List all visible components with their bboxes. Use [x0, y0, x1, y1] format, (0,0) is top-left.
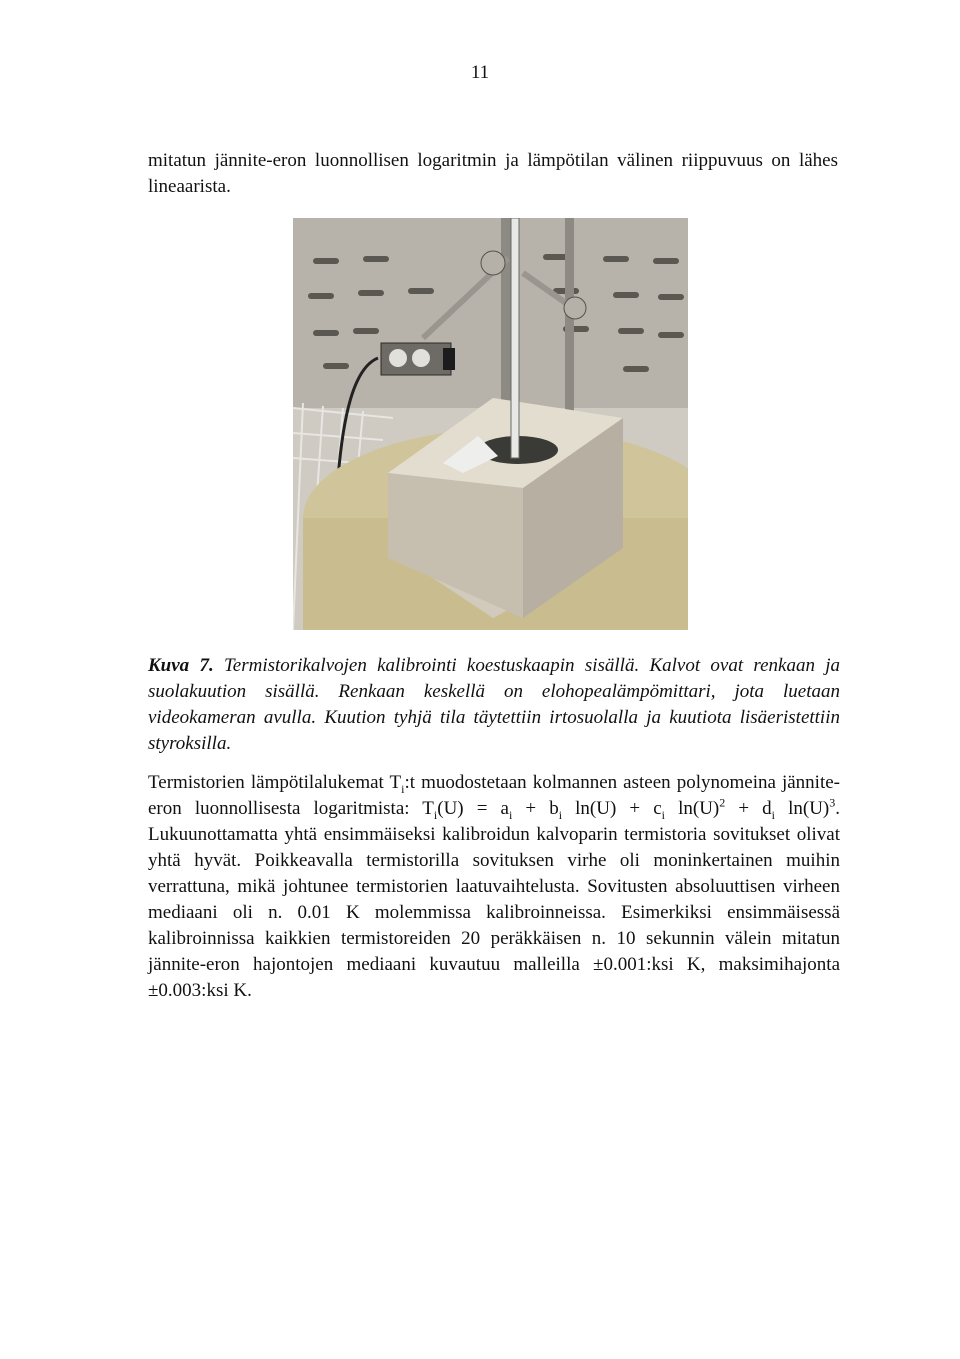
page-number: 11 [470, 62, 490, 83]
text-segment: ln(U) [665, 798, 720, 819]
subscript: i [558, 807, 563, 822]
text-segment: + b [512, 798, 559, 819]
subscript: i [508, 807, 513, 822]
text-segment: Lukuunottamatta yhtä ensimmäiseksi kalibroidun kalvoparin termistoria sovitukset olivat yhtä hyvät. Poikkeavalla termistorilla sovituksen virhe oli moninkertainen muihin verrattuna, mikä johtunee termistorien laatuvaihtelusta. Sovitusten absoluuttisen virheen mediaani oli n. 0.01 K molemmissa kalibroinneissa. Esimerkiksi ensimmäisessä kalibroinnissa kaikkien termistoreiden 20 peräkkäisen n. 10 sekunnin välein mitatun jännite-eron hajontojen mediaani kuvautuu malleilla ±0.001:ksi K, maksimihajonta ±0.003:ksi K. [148, 824, 840, 1001]
subscript: i [661, 807, 665, 822]
text-segment: + d [725, 798, 772, 819]
text-segment: Termistorien lämpötilalukemat T [148, 772, 402, 793]
text-segment: (U) = a [437, 798, 509, 819]
superscript: 2 [719, 795, 726, 810]
calibration-photo [293, 218, 688, 630]
figure-caption-text: Termistorikalvojen kalibrointi koestuskaapin sisällä. Kalvot ovat renkaan ja suolakuution sisällä. Renkaan keskellä on elohopealämpömittari, jota luetaan videokameran avulla. Kuution tyhjä tila täytettiin irtosuolalla ja kuutiota lisäeristettiin styroksilla. [148, 655, 840, 754]
figure-label: Kuva 7. [148, 655, 214, 676]
subscript: i [433, 807, 438, 822]
figure-caption [148, 653, 840, 757]
subscript: i [401, 781, 405, 796]
text-segment: :t muodostetaan kolmannen asteen polynomeina jännite-eron luonnollisesta logaritmista: T [148, 772, 840, 819]
subscript: i [771, 807, 775, 822]
text-segment: ln(U) + c [562, 798, 662, 819]
text-segment: ln(U) [775, 798, 830, 819]
intro-paragraph: mitatun jännite-eron luonnollisen logaritmin ja lämpötilan välinen riippuvuus on lähes lineaarista. [148, 150, 838, 197]
superscript: 3 [829, 795, 836, 810]
body-paragraph [148, 770, 840, 1004]
text-segment: . [835, 798, 840, 819]
